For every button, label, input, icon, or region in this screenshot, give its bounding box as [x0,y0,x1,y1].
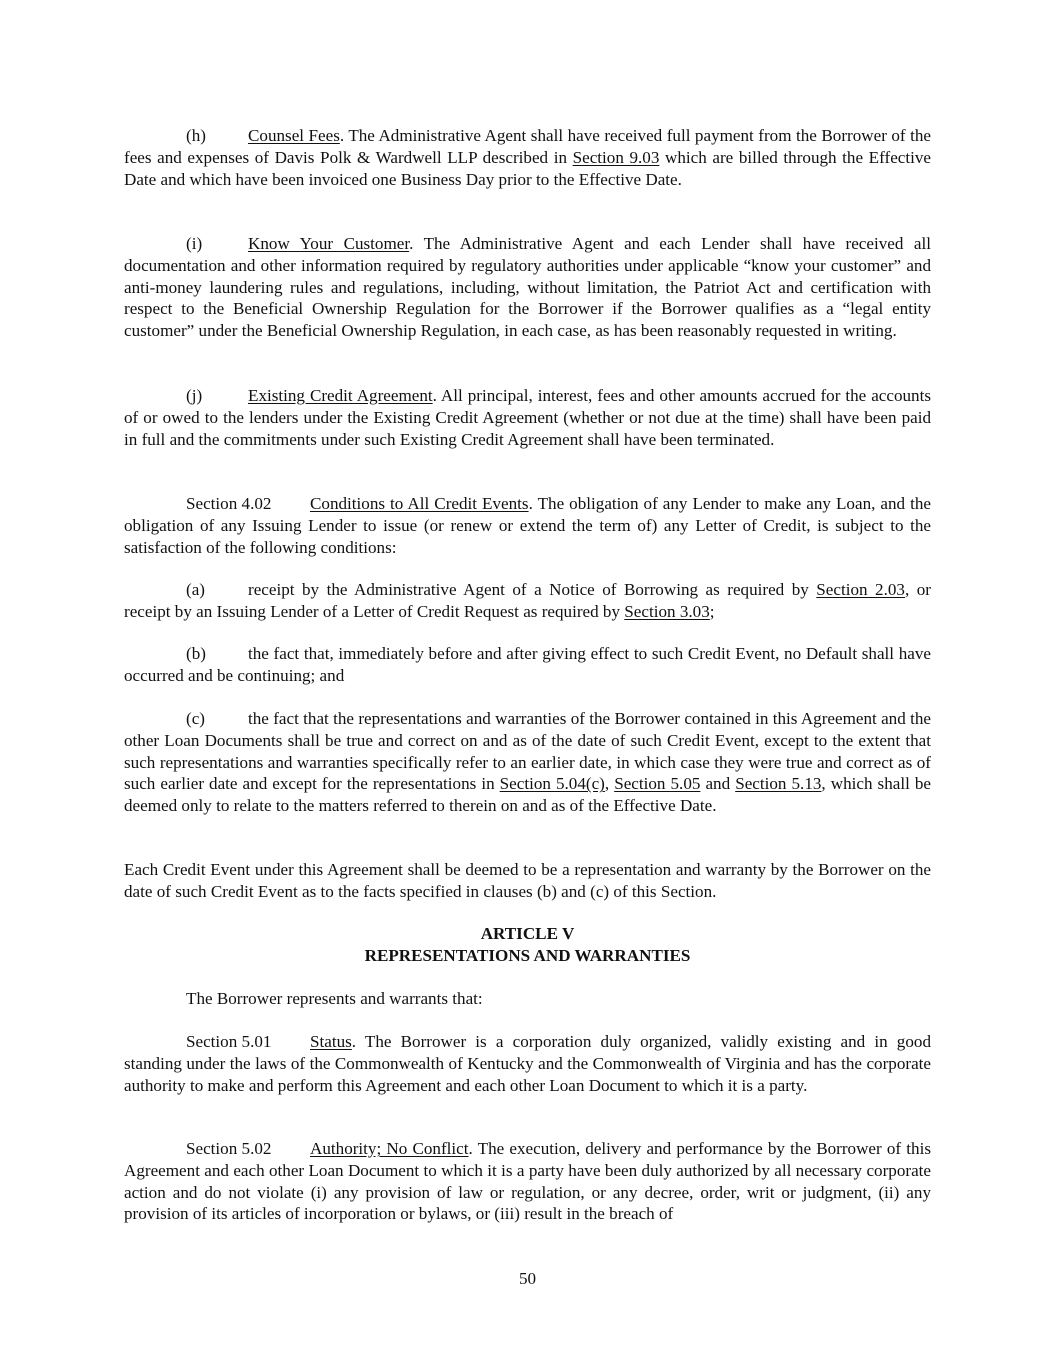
article-heading [124,923,931,967]
cross-reference-section-5-04c: Section 5.04(c) [499,774,605,794]
paragraph-j: (j) Existing Credit Agreement. All principal, interest, fees and other amounts accrued for the accounts of or owed to the lenders under the Existing Credit Agreement (whether or not due at the time) shall have been paid in full and the commitments under such Existing Credit Agreement shall have been terminated. [124,386,932,449]
clause-label-h: (h) [186,126,206,145]
section-label-5-02: Section 5.02 [186,1139,272,1158]
paragraph-intro: The Borrower represents and warrants that: [186,989,483,1008]
cross-reference-section-2-03: Section 2.03 [816,580,905,599]
heading-existing-credit-agreement: Existing Credit Agreement [248,386,433,405]
cross-reference-section-9-03: Section 9.03 [572,147,660,167]
heading-status: Status [310,1032,352,1051]
clause-label-j: (j) [186,386,203,405]
heading-counsel-fees: Counsel Fees [248,126,340,145]
heading-conditions-to-all-credit-events: Conditions to All Credit Events [310,494,529,513]
page-number: 50 [518,1269,537,1288]
clause-label-c: (c) [186,709,205,728]
clause-label-a: (a) [186,580,205,599]
section-4-02: Section 4.02 Conditions to All Credit Events. The obligation of any Lender to make any Loan, and the obligation of any Issuing Lender to issue (or renew or extend the term of) any Letter of Credit, is subject to the satisfaction of the following conditions: [124,494,931,557]
article-number: ARTICLE V [480,924,575,943]
paragraph-each-credit-event: Each Credit Event under this Agreement shall be deemed to be a representation and warranty by the Borrower on the date of such Credit Event as to the facts specified in clauses (b) and (c) of this Section. [124,860,931,901]
paragraph-a: (a) receipt by the Administrative Agent of a Notice of Borrowing as required by Section 2.03, or receipt by an Issuing Lender of a Letter of Credit Request as required by Section 3.03; [124,580,931,621]
paragraph-c: (c) the fact that the representations and warranties of the Borrower contained in this Agreement and the other Loan Documents shall be true and correct on and as of the date of such Credit Event, except to the extent that such representations and warranties specifically refer to an earlier date, in which case they were true and correct as of such earlier date and except for the representations in Section 5.04(c), Section 5.05 and Section 5.13, which shall be deemed only to relate to the matters referred to therein on and as of the Effective Date. [124,709,932,816]
paragraph-i: (i) Know Your Customer. The Administrative Agent and each Lender shall have received all documentation and other information required by regulatory authorities under applicable “know your customer” and anti-money laundering rules and regulations, including, without limitation, the Patriot Act and certification with respect to the Beneficial Ownership Regulation for the Borrower if the Borrower qualifies as a “legal entity customer” under the Beneficial Ownership Regulation, in each case, as has been reasonably requested in writing. [124,234,931,341]
paragraph-b: (b) the fact that, immediately before and after giving effect to such Credit Event, no Default shall have occurred and be continuing; and [124,644,931,685]
cross-reference-section-5-13: Section 5.13 [735,774,822,794]
clause-label-b: (b) [186,644,206,663]
heading-know-your-customer: Know Your Customer [248,234,410,253]
heading-authority-no-conflict: Authority; No Conflict [310,1139,469,1158]
paragraph-h: (h) Counsel Fees. The Administrative Agent shall have received full payment from the Borrower of the fees and expenses of Davis Polk & Wardwell LLP described in Section 9.03 which are billed through the Effective Date and which have been invoiced one Business Day prior to the Effective Date. [124,126,931,189]
section-5-02: Section 5.02 Authority; No Conflict. The execution, delivery and performance by the Borrower of this Agreement and each other Loan Document to which it is a party have been duly authorized by all necessary corporate action and do not violate (i) any provision of law or regulation, or any decree, order, writ or judgment, (ii) any provision of its articles of incorporation or bylaws, or (iii) result in the breach of [124,1139,931,1224]
section-label-5-01: Section 5.01 [186,1032,272,1051]
cross-reference-section-5-05: Section 5.05 [614,774,701,794]
section-5-01: Section 5.01 Status. The Borrower is a corporation duly organized, validly existing and in good standing under the laws of the Commonwealth of Kentucky and the Commonwealth of Virginia and has the corporate authority to make and perform this Agreement and each other Loan Document to which it is a party. [124,1032,931,1095]
article-title: REPRESENTATIONS AND WARRANTIES [364,945,691,965]
section-label-4-02: Section 4.02 [186,494,272,513]
clause-label-i: (i) [186,234,203,253]
cross-reference-section-3-03: Section 3.03 [624,601,710,621]
